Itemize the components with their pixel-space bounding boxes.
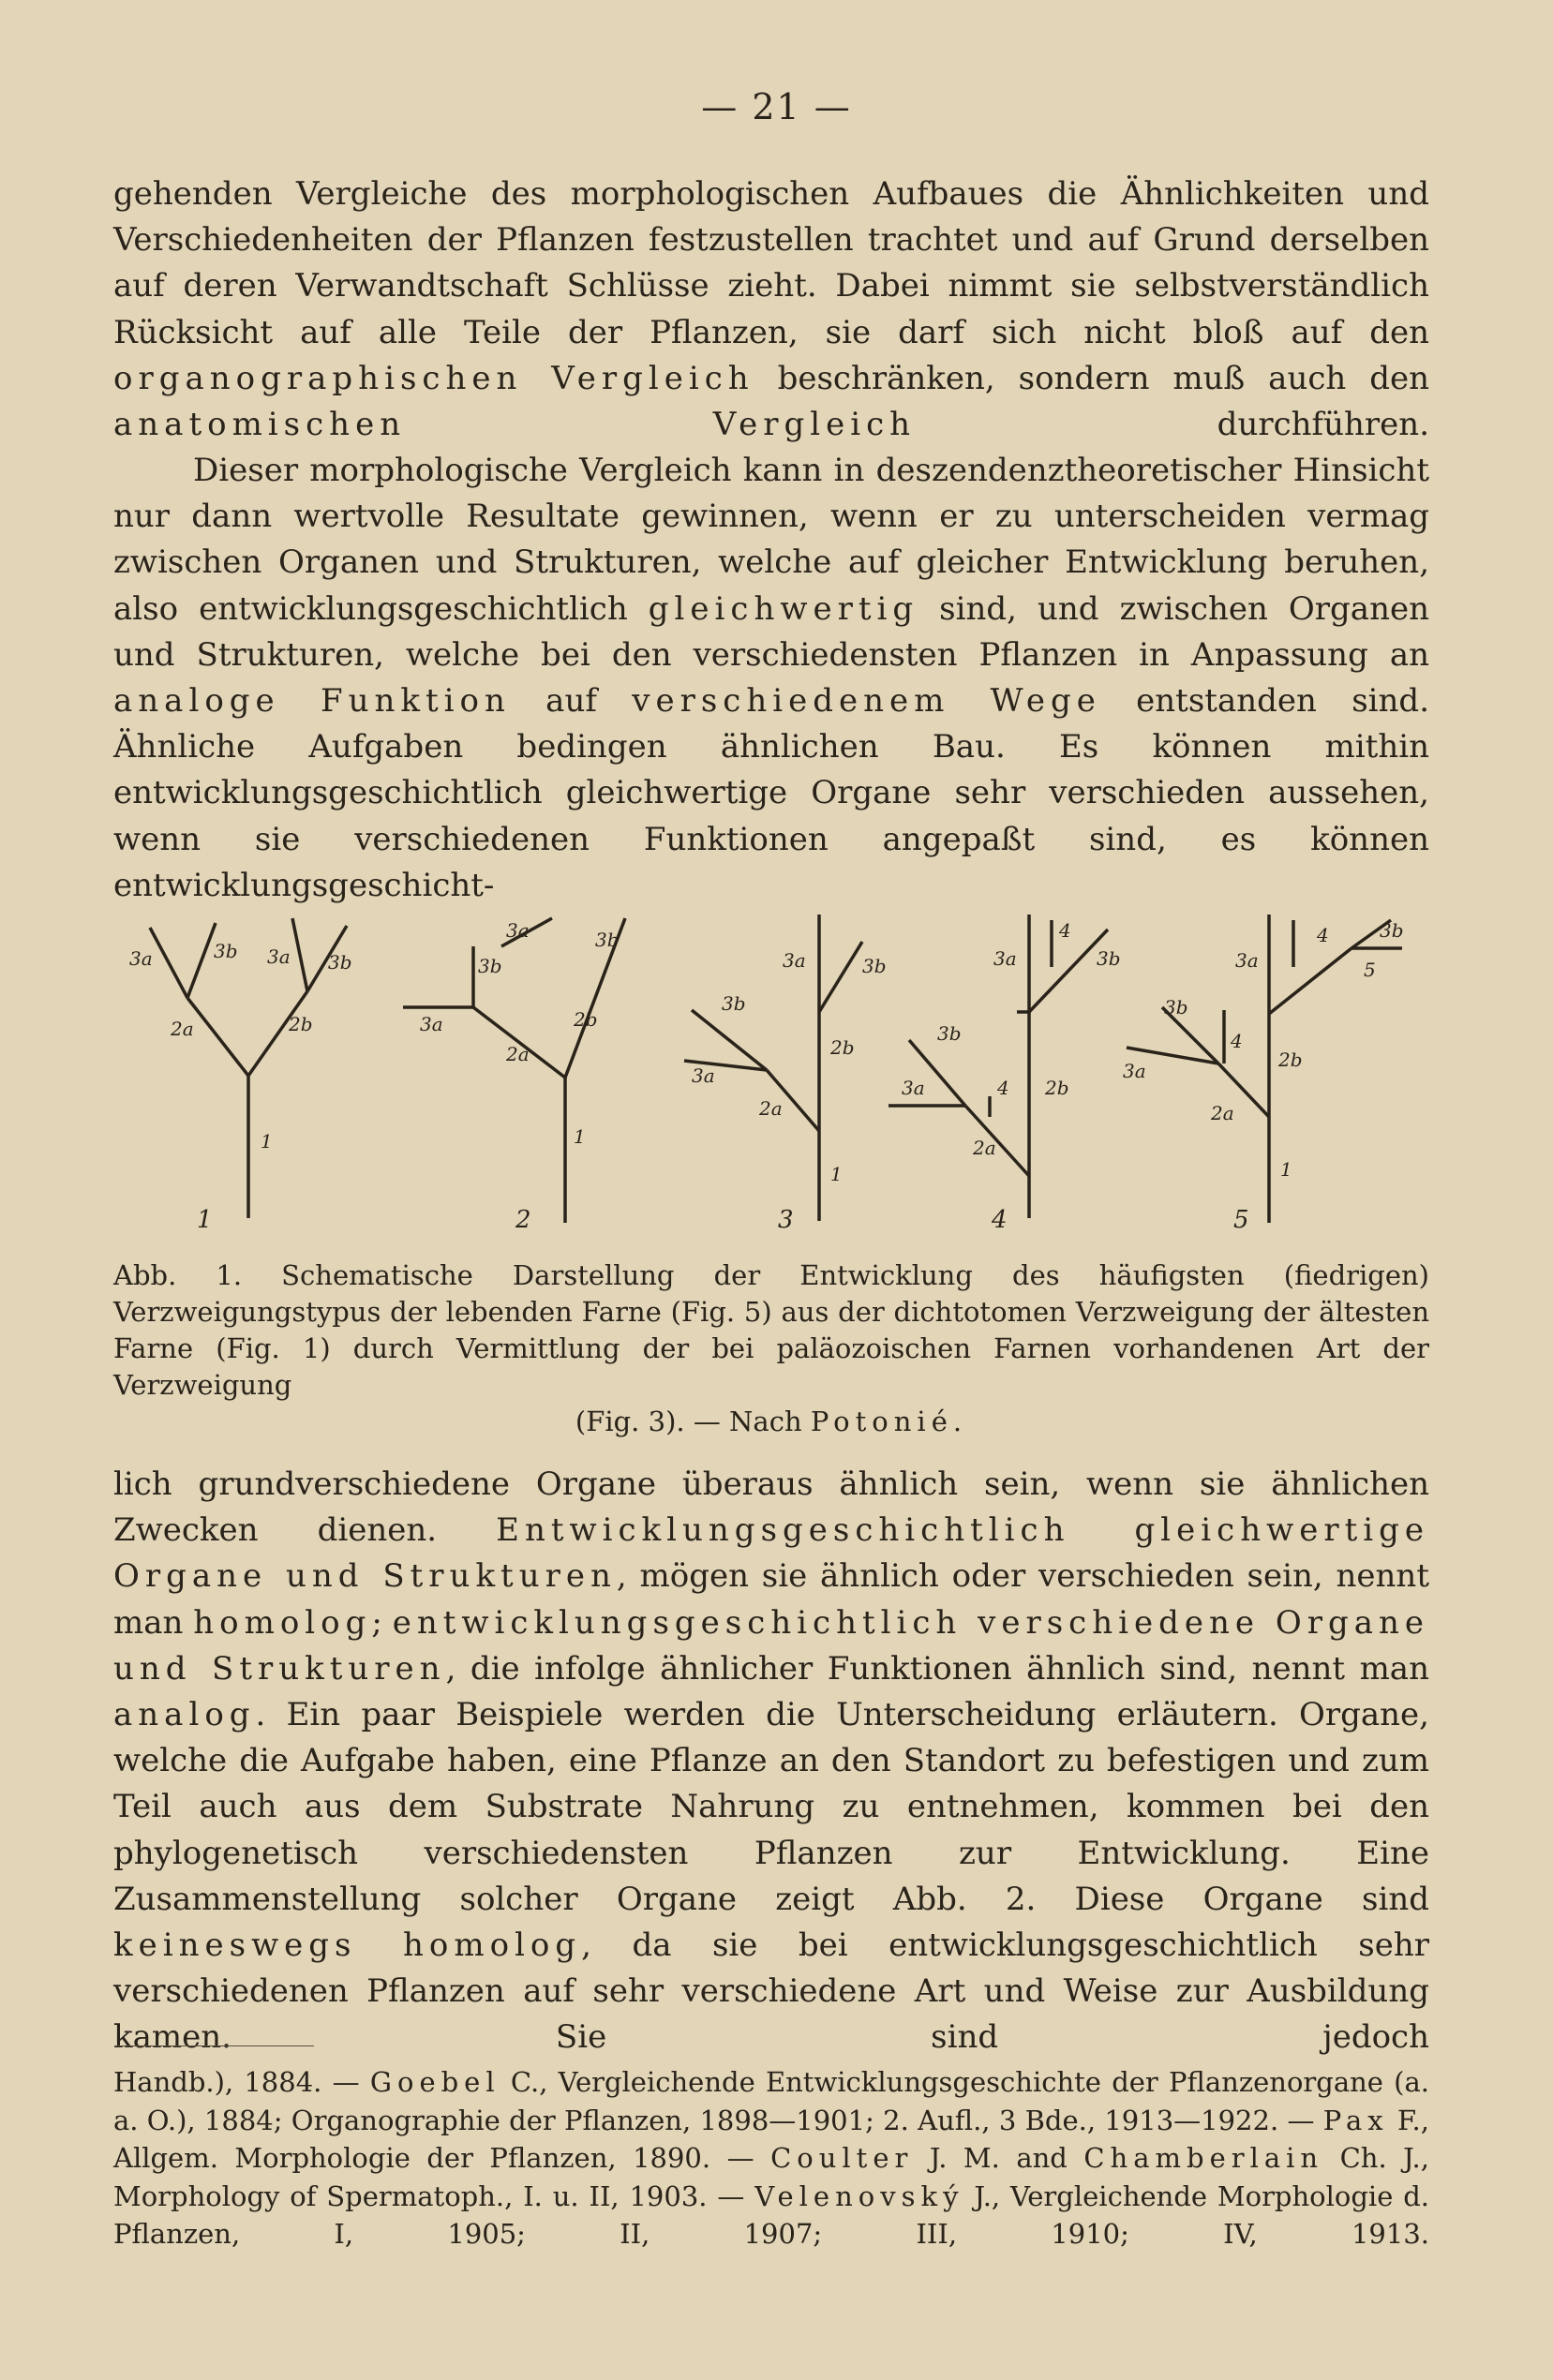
spaced-term: Entwicklungsgeschichtlich gleichwertige Organe und Strukturen xyxy=(113,1511,1430,1596)
label-5: 5 xyxy=(1364,959,1376,981)
label-4: 4 xyxy=(1059,919,1071,942)
spaced-term: organographischen Vergleich xyxy=(113,359,754,397)
author-name: Goebel xyxy=(369,2066,500,2098)
label-3a: 3a xyxy=(993,947,1017,970)
label-3a: 3a xyxy=(1123,1060,1146,1082)
label-2a: 2a xyxy=(759,1097,783,1120)
label-4: 4 xyxy=(1231,1030,1243,1052)
label-1: 1 xyxy=(1280,1158,1292,1181)
paragraph-1: gehenden Vergleiche des morphologischen Aufbaues die Ähnlichkeiten und Verschiedenheiten der Pflanzen festzustellen trachtet und auf Grund derselben auf deren Verwandtschaft Schlüsse zieht. Dabei nimmt sie selbstverständlich Rücksicht auf alle Teile der Pflanzen, sie darf sich nicht bloß auf den organographischen Vergleich beschränken, sondern muß auch den anatomischen Vergleich durchführen. xyxy=(113,175,1429,444)
label-3b: 3b xyxy=(1380,919,1404,942)
label-2b: 2b xyxy=(830,1036,855,1059)
label-3b: 3b xyxy=(937,1022,962,1045)
label-3b: 3b xyxy=(1164,996,1188,1019)
author-name: Potonié. xyxy=(810,1406,968,1437)
fig-1-branching xyxy=(150,918,347,1218)
figure-number: 3 xyxy=(778,1206,794,1234)
label-3a: 3a xyxy=(420,1013,443,1035)
spaced-term: analog xyxy=(113,1696,256,1734)
spaced-term: keineswegs homolog xyxy=(113,1926,582,1965)
label-3b: 3b xyxy=(722,992,746,1015)
label-1: 1 xyxy=(261,1130,273,1153)
spaced-term: entwicklungsgeschichtlich verschiedene Organe und Strukturen xyxy=(113,1603,1430,1688)
label-3b: 3b xyxy=(1097,947,1121,970)
figure-number: 1 xyxy=(197,1206,213,1234)
label-3b: 3b xyxy=(328,951,352,974)
author-name: Coulter xyxy=(770,2142,914,2174)
label-2b: 2b xyxy=(574,1008,598,1031)
label-3a: 3a xyxy=(267,945,291,968)
author-name: Chamberlain xyxy=(1083,2142,1324,2174)
label-3a: 3a xyxy=(902,1077,925,1099)
paragraph-2: Dieser morphologische Vergleich kann in deszendenztheoretischer Hinsicht nur dann wertvolle Resultate gewinnen, wenn er zu unterscheiden vermag zwischen Organen und Strukturen, welche auf gleicher Entwicklung beruhen, also entwicklungsgeschichtlich gleichwertig sind, und zwischen Organen und Strukturen, welche bei den verschiedensten Pflanzen in Anpassung an analoge Funktion auf verschiedenem Wege entstanden sind. Ähnliche Aufgaben bedingen ähnlichen Bau. Es können mithin entwicklungsgeschichtlich gleichwertige Organe sehr verschieden aussehen, wenn sie verschiedenen Funktionen angepaßt sind, es können entwicklungsgeschicht- xyxy=(113,452,1430,904)
spaced-term: homolog xyxy=(193,1603,372,1642)
label-3a: 3a xyxy=(506,919,530,942)
spaced-term: analoge Funktion xyxy=(113,682,511,721)
footnote: Handb.), 1884. — Goebel C., Vergleichende Entwicklungsgeschichte der Pflanzenorgane (a. a. O.), 1884; Organographie der Pflanzen, 1898—1901; 2. Aufl., 3 Bde., 1913—1922. — Pax F., Allgem. Morphologie der Pflanzen, 1890. — Coulter J. M. and Chamberlain Ch. J., Morphology of Spermatoph., I. u. II, 1903. — Velenovský J., Vergleichende Morphologie d. Pflanzen, I, 1905; II, 1907; III, 1910; IV, 1913. xyxy=(113,2066,1430,2250)
label-3b: 3b xyxy=(862,955,887,977)
branching-diagram-svg xyxy=(122,909,1434,1237)
label-4: 4 xyxy=(997,1077,1009,1099)
label-3b: 3b xyxy=(214,940,238,962)
footnote-divider xyxy=(117,2045,314,2046)
label-2a: 2a xyxy=(1211,1102,1234,1124)
label-3b: 3b xyxy=(478,955,502,977)
label-2a: 2a xyxy=(973,1137,996,1159)
label-2a: 2a xyxy=(506,1043,530,1065)
label-3a: 3a xyxy=(783,949,806,972)
label-3a: 3a xyxy=(1235,949,1259,972)
figure-number: 2 xyxy=(515,1206,531,1234)
figure-branching-diagram xyxy=(122,909,1434,1237)
figure-caption: Abb. 1. Schematische Darstellung der Entwicklung des häufigsten (fiedrigen) Verzweigungstypus der lebenden Farne (Fig. 5) aus der dichtotomen Verzweigung der ältesten Farne (Fig. 1) durch Vermittlung der bei paläozoischen Farnen vorhandenen Art der Verzweigung (Fig. 3). — Nach Potonié. xyxy=(113,1257,1429,1440)
paragraph-3: lich grundverschiedene Organe überaus ähnlich sein, wenn sie ähnlichen Zwecken dienen. Entwicklungsgeschichtlich gleichwertige Organe und Strukturen, mögen sie ähnlich oder verschieden sein, nennt man homolog; entwicklungsgeschichtlich verschiedene Organe und Strukturen, die infolge ähnlicher Funktionen ähnlich sind, nennt man analog. Ein paar Beispiele werden die Unterscheidung erläutern. Organe, welche die Aufgabe haben, eine Pflanze an den Standort zu befestigen und zum Teil auch aus dem Substrate Nahrung zu entnehmen, kommen bei den phylogenetisch verschiedensten Pflanzen zur Entwicklung. Eine Zusammenstellung solcher Organe zeigt Abb. 2. Diese Organe sind keineswegs homolog, da sie bei entwicklungsgeschichtlich sehr verschiedenen Pflanzen auf sehr verschiedene Art und Weise zur Ausbildung kamen. Sie sind jedoch xyxy=(113,1465,1430,2057)
label-2b: 2b xyxy=(289,1013,313,1035)
label-4: 4 xyxy=(1317,924,1329,946)
page-number: — 21 — xyxy=(701,86,852,127)
label-2b: 2b xyxy=(1045,1077,1069,1099)
label-3a: 3a xyxy=(129,947,153,970)
spaced-term: gleichwertig xyxy=(648,589,919,628)
fig-5-branching xyxy=(1127,915,1402,1223)
label-2b: 2b xyxy=(1278,1049,1303,1071)
label-1: 1 xyxy=(830,1163,843,1185)
label-1: 1 xyxy=(574,1125,586,1148)
figure-number: 4 xyxy=(992,1206,1008,1234)
author-name: Pax xyxy=(1322,2104,1389,2136)
spaced-term: verschiedenem Wege xyxy=(632,682,1101,721)
author-name: Velenovský xyxy=(754,2179,964,2212)
spaced-term: anatomischen Vergleich xyxy=(113,406,917,444)
label-3b: 3b xyxy=(595,929,620,951)
figure-number: 5 xyxy=(1233,1206,1249,1234)
label-2a: 2a xyxy=(171,1018,194,1040)
fig-2-branching xyxy=(403,918,625,1223)
caption-last-line: (Fig. 3). — Nach Potonié. xyxy=(575,1406,968,1437)
label-3a: 3a xyxy=(692,1064,715,1087)
